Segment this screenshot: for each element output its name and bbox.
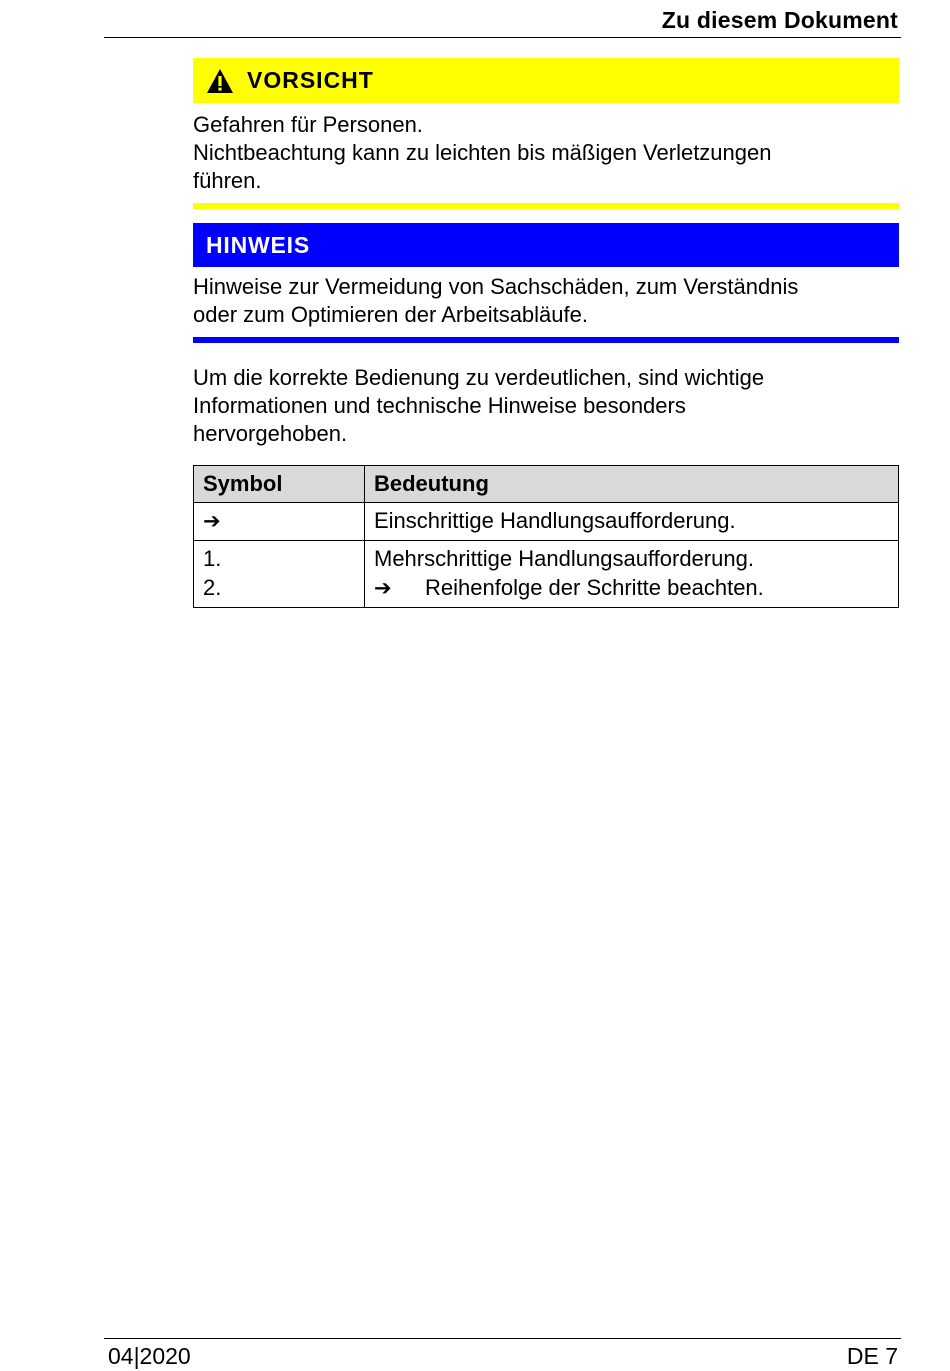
vorsicht-line: Gefahren für Personen. [193,112,423,137]
intro-paragraph [193,364,899,448]
intro-line: hervorgehoben. [193,421,348,446]
hinweis-title: HINWEIS [206,231,310,258]
header-title: Zu diesem Dokument [661,7,898,33]
intro-line: Um die korrekte Bedienung zu verdeutlichen, sind wichtige [193,365,765,390]
footer-date: 04|2020 [108,1343,191,1369]
hinweis-line: oder zum Optimieren der Arbeitsabläufe. [193,302,588,327]
vorsicht-text [193,111,899,195]
hinweis-line: Hinweise zur Vermeidung von Sachschäden, zum Verständnis [193,274,799,299]
hinweis-divider [193,337,899,343]
symbol-table [193,465,899,608]
table-header-row [194,466,899,503]
meaning-subline [374,573,889,603]
page-content [193,58,899,608]
hinweis-bar [193,223,899,267]
symbol-cell [194,503,365,541]
step-number: 2. [203,575,222,600]
intro-line: Informationen und technische Hinweise besonders [193,393,686,418]
meaning-subtext: Reihenfolge der Schritte beachten. [425,575,764,600]
vorsicht-bar [193,58,899,103]
vorsicht-line: führen. [193,168,262,193]
arrow-right-icon: ➔ [374,576,392,600]
vorsicht-title: VORSICHT [247,67,374,93]
warning-triangle-icon [206,68,234,94]
page-footer [104,1338,901,1371]
meaning-cell [365,541,899,608]
arrow-right-icon: ➔ [203,509,221,533]
table-row [194,503,899,541]
footer-page-number: DE 7 [846,1343,898,1369]
step-number: 1. [203,546,222,571]
symbol-cell [194,541,365,608]
vorsicht-line: Nichtbeachtung kann zu leichten bis mäßigen Verletzungen [193,140,772,165]
meaning-text: Mehrschrittige Handlungsaufforderung. [374,546,754,571]
table-row [194,541,899,608]
page-header [104,0,901,38]
table-header-symbol: Symbol [194,466,365,503]
hinweis-text [193,273,899,329]
vorsicht-divider [193,203,899,209]
meaning-cell: Einschrittige Handlungsaufforderung. [365,503,899,541]
table-header-meaning: Bedeutung [365,466,899,503]
